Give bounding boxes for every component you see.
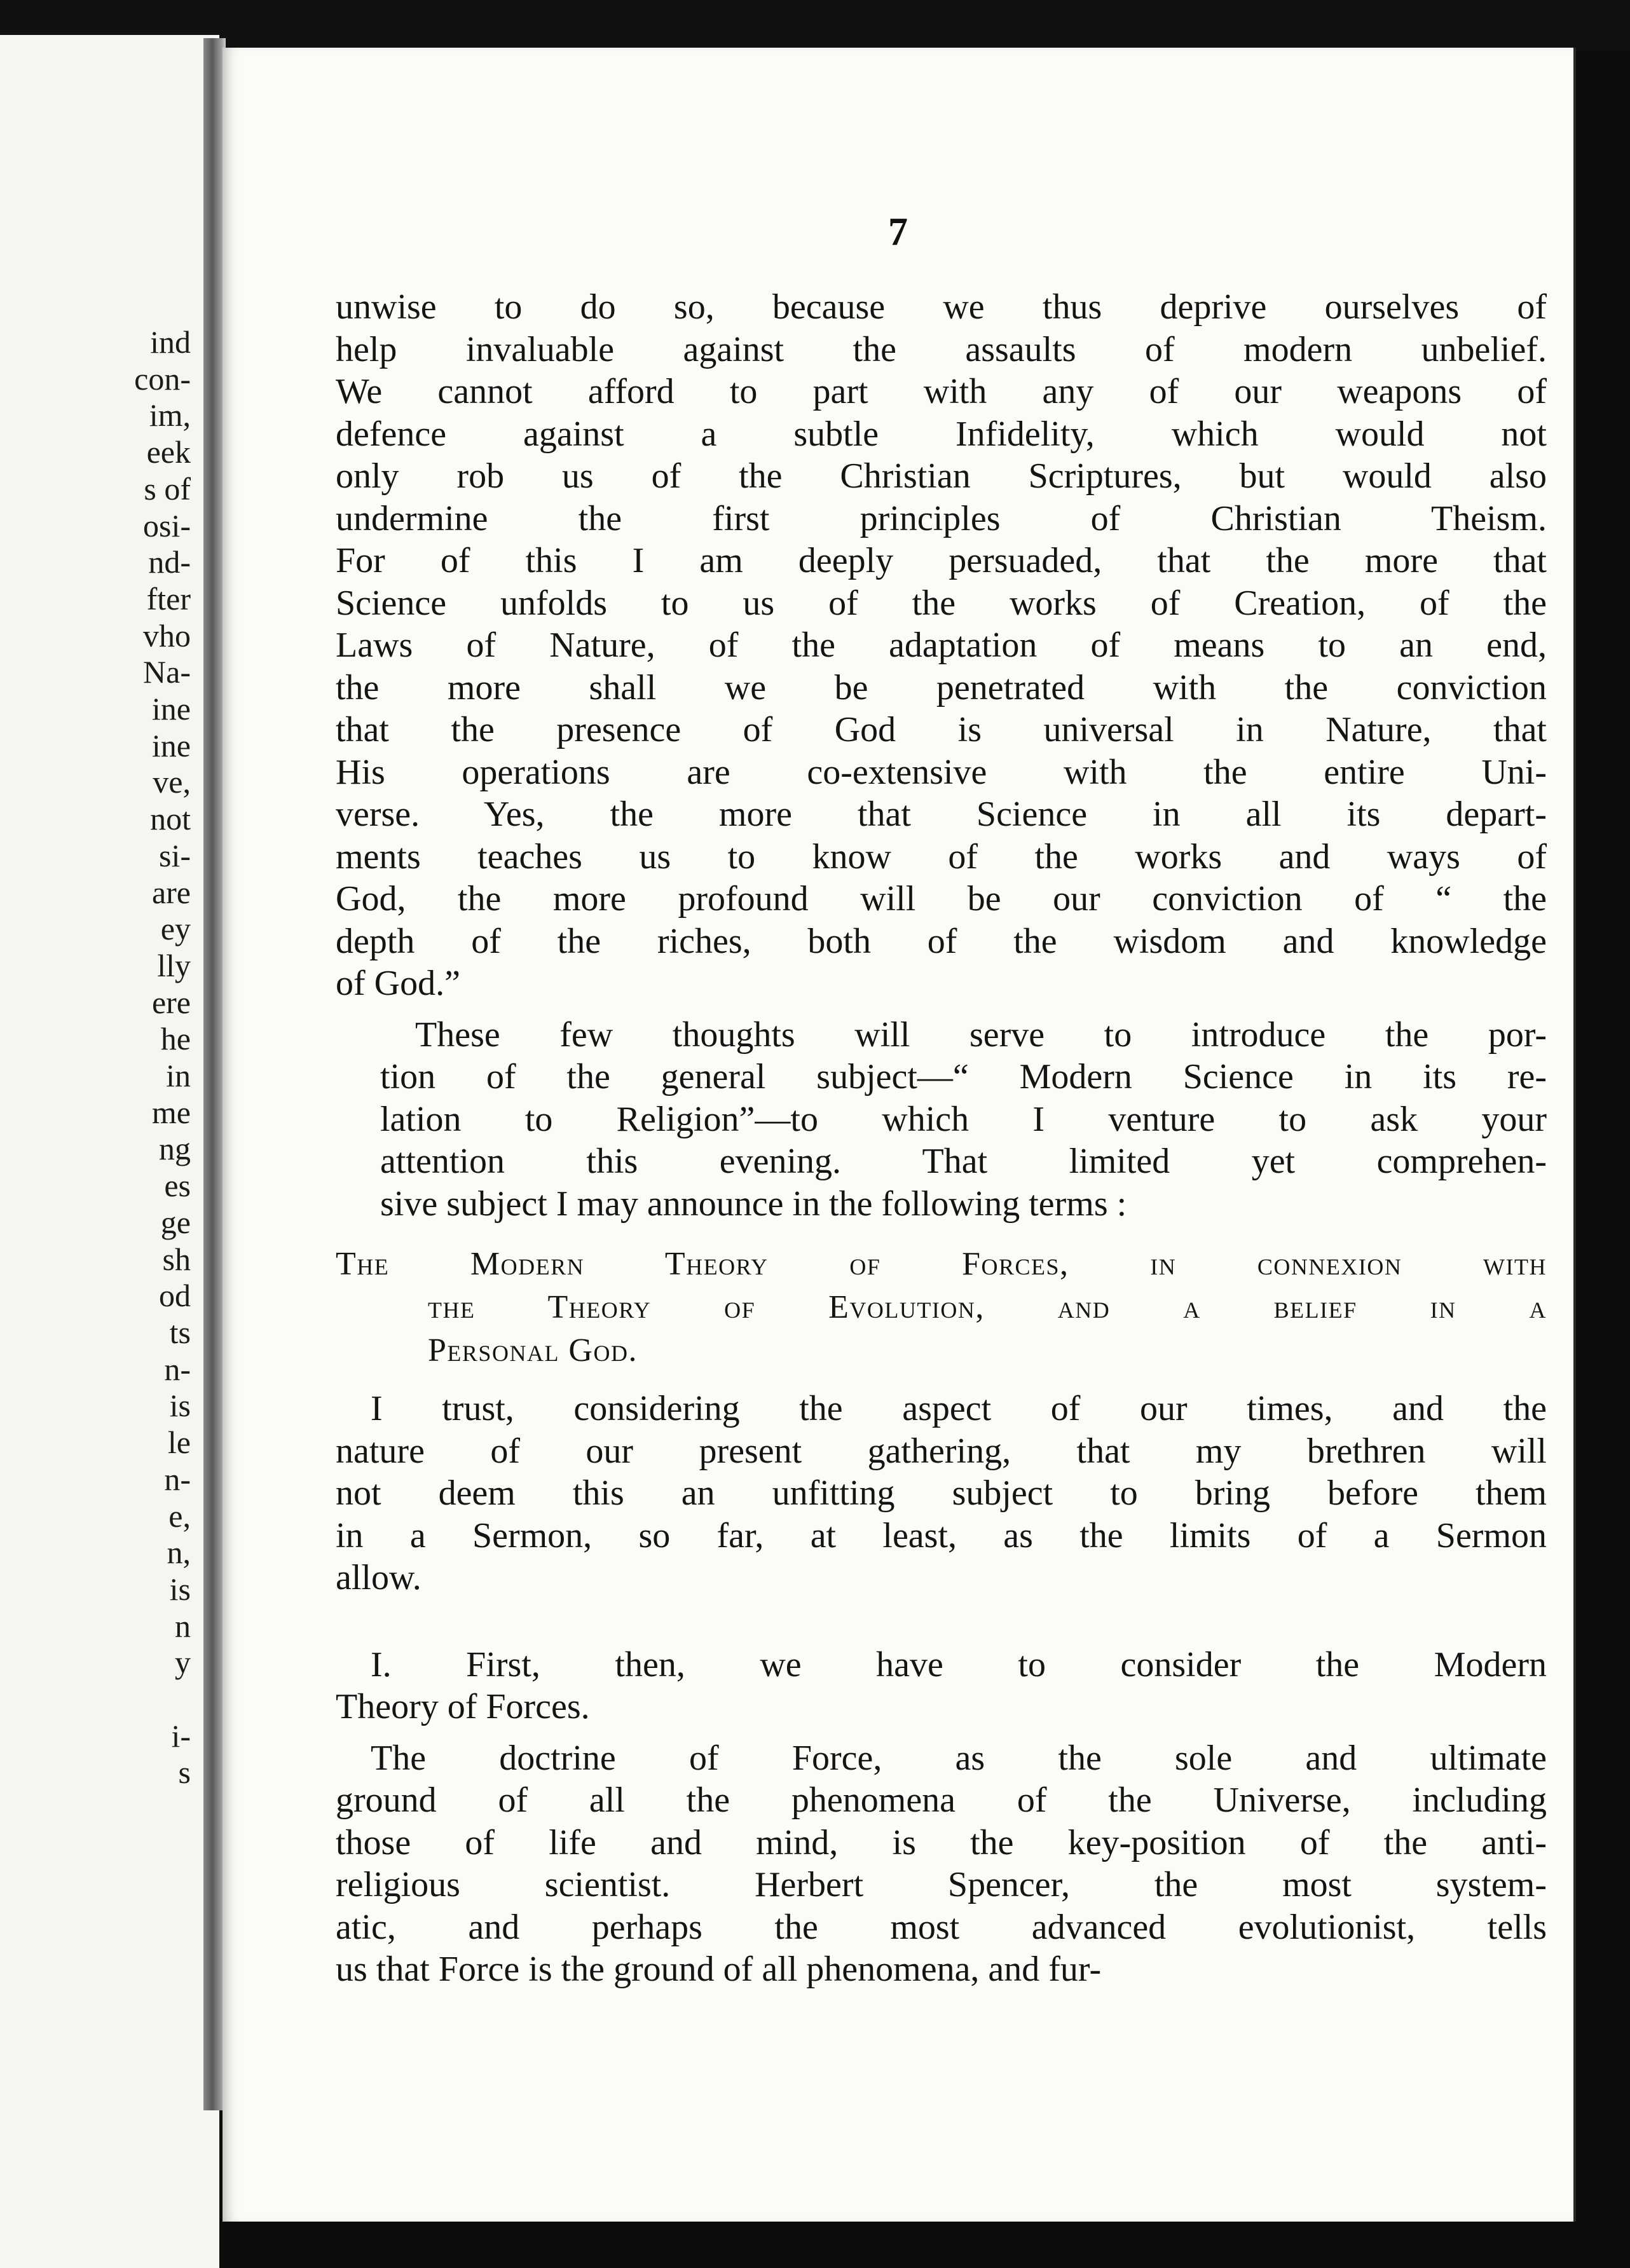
- text-line: those of life and mind, is the key-position of the anti-: [336, 1822, 1547, 1862]
- fragment-line: nd-: [148, 544, 191, 580]
- book-page: [223, 48, 1576, 2222]
- text-line: We cannot afford to part with any of our weapons of: [336, 372, 1547, 411]
- fragment-line: in: [166, 1058, 191, 1094]
- fragment-line: con-: [134, 360, 191, 397]
- fragment-line: Na-: [143, 654, 191, 690]
- fragment-line: ve,: [153, 764, 191, 800]
- text-line: These few thoughts will serve to introduce the por-: [415, 1014, 1547, 1055]
- page-body: [336, 286, 1547, 1991]
- text-line: religious scientist. Herbert Spencer, the most system-: [336, 1865, 1547, 1904]
- fragment-line: n: [175, 1608, 191, 1644]
- fragment-line: im,: [149, 397, 191, 434]
- text-line: that the presence of God is universal in Nature, that: [336, 710, 1547, 749]
- fragment-line: le: [167, 1424, 191, 1461]
- fragment-line: y: [175, 1644, 191, 1681]
- page-number: 7: [888, 210, 908, 254]
- fragment-line: not: [150, 801, 191, 837]
- text-line: undermine the first principles of Christian Theism.: [336, 498, 1547, 538]
- text-line: allow.: [336, 1558, 421, 1597]
- text-line: us that Force is the ground of all phenomena, and fur-: [336, 1950, 1102, 1989]
- fragment-line: n,: [167, 1534, 191, 1571]
- text-line: not deem this an unfitting subject to bring before them: [336, 1473, 1547, 1513]
- scanner-border: [0, 0, 1630, 51]
- fragment-line: ng: [159, 1131, 191, 1167]
- text-line: ments teaches us to know of the works and ways of: [336, 837, 1547, 877]
- paragraph-5: [336, 1737, 1547, 1991]
- fragment-line: fter: [146, 580, 191, 617]
- fragment-line: ge: [160, 1204, 191, 1240]
- fragment-line: i-: [171, 1718, 191, 1754]
- fragment-line: es: [164, 1168, 191, 1204]
- fragment-line: e,: [168, 1498, 191, 1534]
- fragment-line: ere: [151, 984, 191, 1020]
- text-line: I trust, considering the aspect of our times, and the: [371, 1389, 1547, 1428]
- text-line: Theory of Forces.: [336, 1687, 590, 1726]
- text-line: the more shall we be penetrated with the conviction: [336, 667, 1547, 707]
- fragment-line: s of: [144, 470, 191, 507]
- text-line: verse. Yes, the more that Science in all its depart-: [336, 795, 1547, 834]
- fragment-line: si-: [159, 837, 191, 873]
- fragment-line: vho: [143, 617, 191, 653]
- fragment-line: ts: [169, 1314, 191, 1350]
- fragment-line: ine: [151, 727, 191, 763]
- fragment-line: lly: [157, 947, 191, 983]
- fragment-line: is: [169, 1571, 191, 1607]
- text-line: depth of the riches, both of the wisdom and knowledge: [336, 921, 1547, 961]
- text-line: nature of our present gathering, that my brethren will: [336, 1431, 1547, 1471]
- section-heading: [336, 1243, 1547, 1372]
- fragment-line: eek: [146, 434, 191, 470]
- text-line: God, the more profound will be our conviction of “ the: [336, 879, 1547, 919]
- text-line: atic, and perhaps the most advanced evolutionist, tells: [336, 1907, 1547, 1947]
- fragment-line: are: [151, 874, 191, 910]
- text-line: in a Sermon, so far, at least, as the limits of a Sermon: [336, 1515, 1547, 1555]
- heading-line: Personal God.: [428, 1332, 638, 1369]
- fragment-line: od: [159, 1278, 191, 1314]
- text-line: of God.”: [336, 964, 460, 1003]
- fragment-line: n-: [164, 1351, 191, 1387]
- text-line: defence against a subtle Infidelity, which would not: [336, 414, 1547, 454]
- fragment-line: s: [178, 1754, 191, 1791]
- text-line: only rob us of the Christian Scriptures, but would also: [336, 456, 1547, 496]
- fragment-line: osi-: [143, 507, 191, 543]
- text-line: Science unfolds to us of the works of Creation, of the: [336, 583, 1547, 623]
- fragment-line: ine: [151, 691, 191, 727]
- fragment-line: me: [151, 1094, 191, 1130]
- facing-page-text-fragments: [0, 324, 191, 1791]
- fragment-line: [0, 1681, 191, 1718]
- text-line: tion of the general subject—“ Modern Science in its re-: [380, 1057, 1547, 1096]
- paragraph-3: [336, 1388, 1547, 1599]
- fragment-line: ind: [150, 324, 191, 360]
- text-line: I. First, then, we have to consider the Modern: [371, 1644, 1547, 1684]
- fragment-line: ey: [160, 911, 191, 947]
- paragraph-2: [336, 1014, 1547, 1226]
- text-line: Laws of Nature, of the adaptation of means to an end,: [336, 625, 1547, 665]
- text-line: sive subject I may announce in the following terms :: [380, 1184, 1127, 1224]
- text-line: His operations are co-extensive with the entire Uni-: [336, 752, 1547, 792]
- heading-line: The Modern Theory of Forces, in connexion with: [336, 1246, 1547, 1282]
- text-line: lation to Religion”—to which I venture to ask your: [380, 1099, 1547, 1139]
- heading-line: the Theory of Evolution, and a belief in a: [428, 1289, 1547, 1325]
- text-line: unwise to do so, because we thus deprive ourselves of: [336, 287, 1547, 327]
- text-line: attention this evening. That limited yet comprehen-: [380, 1142, 1547, 1181]
- text-line: The doctrine of Force, as the sole and ultimate: [371, 1738, 1547, 1778]
- paragraph-1: [336, 286, 1547, 1005]
- text-line: help invaluable against the assaults of modern unbelief.: [336, 329, 1547, 369]
- fragment-line: sh: [162, 1241, 191, 1277]
- paragraph-4: [336, 1644, 1547, 1728]
- facing-page-left: [0, 35, 219, 2268]
- fragment-line: is: [169, 1388, 191, 1424]
- fragment-line: he: [160, 1021, 191, 1057]
- text-line: For of this I am deeply persuaded, that the more that: [336, 541, 1547, 580]
- text-line: ground of all the phenomena of the Universe, including: [336, 1780, 1547, 1820]
- fragment-line: n-: [164, 1461, 191, 1497]
